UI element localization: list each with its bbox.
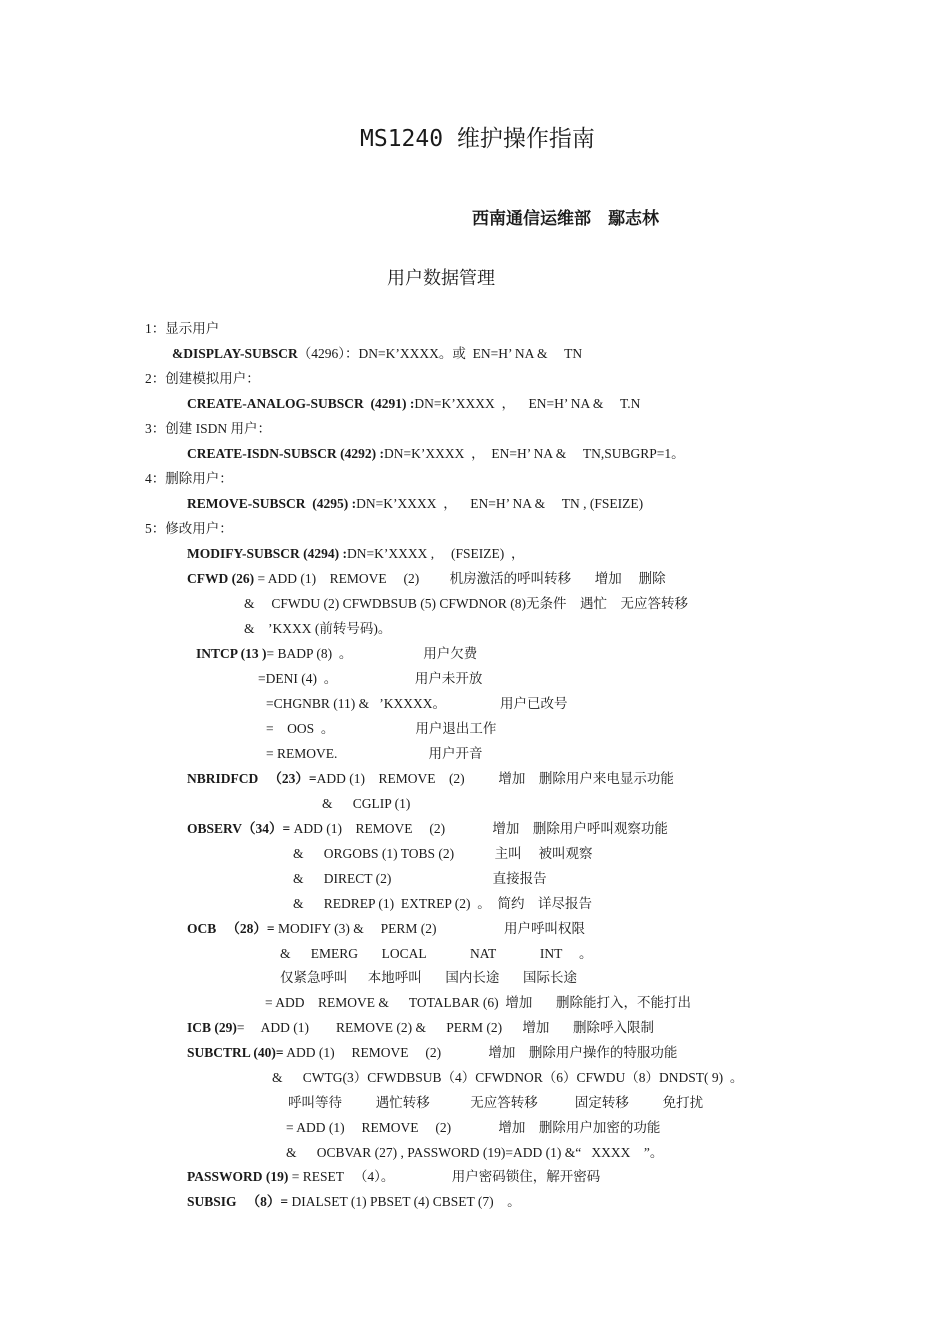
parameter-name: INTCP (13 ) [196,646,267,661]
subctrl-password-line: & OCBVAR (27) , PASSWORD (19)=ADD (1) &“ XXXX ”。 [286,1145,664,1160]
command-name: CREATE-ANALOG-SUBSCR (4291) : [187,396,415,411]
parameter-values: ADD (1) REMOVE (2) 增加 删除用户呼叫观察功能 [290,821,668,836]
modify-subscr-command [187,546,525,562]
ocb-line [187,921,585,937]
parameter-name: ICB (29) [187,1020,237,1035]
subctrl-add-line: = ADD (1) REMOVE (2) 增加 删除用户加密的功能 [286,1120,661,1135]
remove-subscr-command [187,496,643,512]
intcp-remove-line: = REMOVE. 用户开音 [266,746,483,761]
subctrl-line [187,1045,677,1061]
observ-direct-line: & DIRECT (2) 直接报告 [293,871,547,886]
cfwd-line [187,571,666,587]
command-params: DN=K’XXXX ， EN=H’ NA & T.N [414,396,641,411]
item-1-heading: 1：显示用户 [145,321,220,336]
ocb-levels-desc-line: 仅紧急呼叫 本地呼叫 国内长途 国际长途 [280,970,577,985]
command-params: DN=K’XXXX。或 EN=H’ NA & TN [358,346,583,361]
parameter-values: ADD (1) REMOVE (2) 增加 删除用户操作的特服功能 [283,1045,678,1060]
item-3-heading: 3：创建 ISDN 用户： [145,421,272,436]
author-line: 西南通信运维部 鄢志林 [472,209,659,229]
intcp-deni-line: =DENI (4) 。 用户未开放 [258,671,483,686]
parameter-name: OCB （28）= [187,921,275,936]
command-name: CREATE-ISDN-SUBSCR (4292) : [187,446,385,461]
intcp-chgnbr-line: =CHGNBR (11) & ’KXXXX。 用户已改号 [266,696,568,711]
parameter-values: = ADD (1) REMOVE (2) & PERM (2) 增加 删除呼入限制 [236,1020,654,1035]
command-code: （4296）： [297,346,359,361]
nbridfcd-option-line: & CGLIP (1) [322,796,411,811]
nbridfcd-line [187,771,674,787]
parameter-values: = ADD (1) REMOVE (2) 机房激活的呼叫转移 增加 删除 [254,571,666,586]
item-4-heading: 4：删除用户： [145,471,233,486]
parameter-values: ADD (1) REMOVE (2) 增加 删除用户来电显示功能 [316,771,674,786]
parameter-values: DIALSET (1) PBSET (4) CBSET (7) 。 [288,1194,521,1209]
parameter-values: = RESET （4）。 用户密码锁住，解开密码 [288,1169,601,1184]
observ-redrep-line: & REDREP (1) EXTREP (2) 。 简约 详尽报告 [293,896,592,911]
icb-line [187,1020,654,1036]
observ-line [187,821,668,837]
cfwd-options-line: & CFWDU (2) CFWDBSUB (5) CFWDNOR (8)无条件 遇忙 无应答转移 [244,596,689,611]
subsig-line [187,1194,521,1210]
ocb-totalbar-line: = ADD REMOVE & TOTALBAR (6) 增加 删除能打入，不能打出 [265,995,692,1010]
create-isdn-command [187,446,685,462]
parameter-name: SUBCTRL (40)= [187,1045,284,1060]
item-2-heading: 2：创建模拟用户： [145,371,260,386]
create-analog-command [187,396,640,412]
parameter-values: MODIFY (3) & PERM (2) 用户呼叫权限 [274,921,585,936]
command-name: MODIFY-SUBSCR (4294) : [187,546,348,561]
parameter-name: CFWD (26) [187,571,255,586]
item-5-heading: 5：修改用户： [145,521,233,536]
password-line [187,1169,600,1185]
parameter-name: NBRIDFCD （23）= [187,771,317,786]
command-params: DN=K’XXXX , (FSEIZE) ， [347,546,525,561]
command-params: DN=K’XXXX ， EN=H’ NA & TN , (FSEIZE) [356,496,644,511]
observ-orgobs-line: & ORGOBS (1) TOBS (2) 主叫 被叫观察 [293,846,593,861]
cfwd-number-line: & ’KXXX (前转号码)。 [244,621,392,636]
intcp-line [196,646,477,662]
parameter-name: OBSERV（34）= [187,821,291,836]
subctrl-options-line: & CWTG(3）CFWDBSUB（4）CFWDNOR（6）CFWDU（8）DNDST( 9) 。 [272,1070,744,1085]
command-params: DN=K’XXXX ， EN=H’ NA & TN,SUBGRP=1。 [384,446,685,461]
display-subscr-command [172,346,582,362]
intcp-oos-line: = OOS 。 用户退出工作 [266,721,497,736]
section-heading: 用户数据管理 [387,268,495,288]
parameter-name: PASSWORD (19) [187,1169,289,1184]
command-name: REMOVE-SUBSCR (4295) : [187,496,357,511]
parameter-name: SUBSIG （8）= [187,1194,289,1209]
parameter-values: = BADP (8) 。 用户欠费 [266,646,478,661]
document-title: MS1240 维护操作指南 [360,126,595,152]
subctrl-options-desc-line: 呼叫等待 遇忙转移 无应答转移 固定转移 免打扰 [288,1095,704,1110]
ocb-levels-line: & EMERG LOCAL NAT INT 。 [280,946,593,961]
command-name: &DISPLAY-SUBSCR [172,346,298,361]
